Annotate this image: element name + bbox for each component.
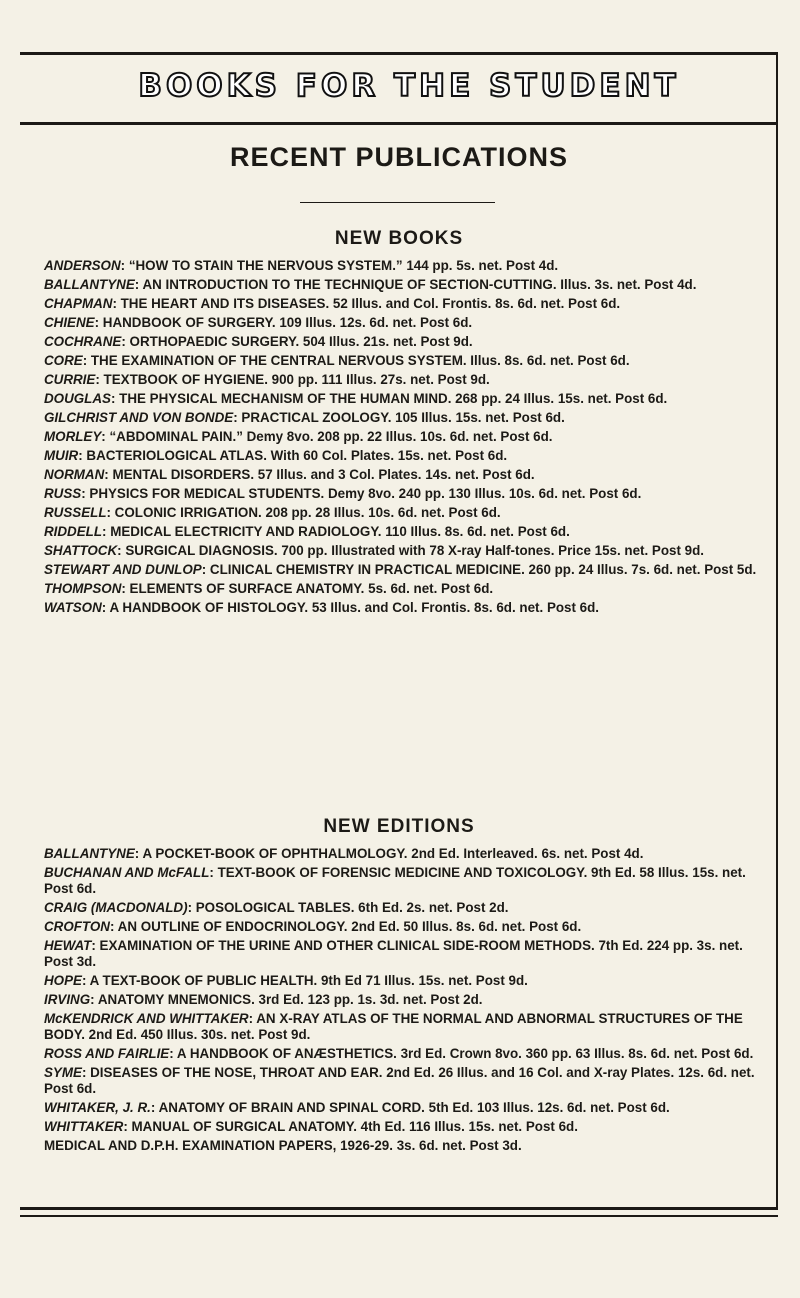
- book-details: : PRACTICAL ZOOLOGY. 105 Illus. 15s. net. Post 6d.: [233, 410, 565, 425]
- book-details: : CLINICAL CHEMISTRY IN PRACTICAL MEDICINE. 260 pp. 24 Illus. 7s. 6d. net. Post 5d.: [201, 562, 757, 577]
- book-entry: [44, 562, 766, 578]
- new-books-list: [44, 258, 766, 619]
- book-details: : TEXTBOOK OF HYGIENE. 900 pp. 111 Illus. 27s. net. Post 9d.: [95, 372, 490, 387]
- book-author: CHAPMAN: [44, 296, 113, 311]
- book-author: DOUGLAS: [44, 391, 111, 406]
- book-entry: [44, 973, 766, 989]
- banner-title: BOOKS FOR THE STUDENT: [138, 68, 680, 104]
- book-details: : THE HEART AND ITS DISEASES. 52 Illus. and Col. Frontis. 8s. 6d. net. Post 6d.: [112, 296, 621, 311]
- book-author: SYME: [44, 1065, 82, 1080]
- book-details: : POSOLOGICAL TABLES. 6th Ed. 2s. net. Post 2d.: [187, 900, 509, 915]
- divider: [300, 202, 495, 203]
- book-entry: [44, 1065, 766, 1097]
- book-details: : SURGICAL DIAGNOSIS. 700 pp. Illustrated with 78 X-ray Half-tones. Price 15s. net. Post 9d.: [117, 543, 705, 558]
- book-details: : AN X-RAY ATLAS OF THE NORMAL AND ABNORMAL STRUCTURES OF THE BODY. 2nd Ed. 450 Illus. 30s. net. Post 9d.: [44, 1011, 743, 1042]
- book-author: MUIR: [44, 448, 79, 463]
- book-author: STEWART AND DUNLOP: [44, 562, 202, 577]
- book-author: RIDDELL: [44, 524, 103, 539]
- new-books-heading: NEW BOOKS: [334, 228, 464, 249]
- book-entry: [44, 543, 766, 559]
- book-entry: [44, 372, 766, 388]
- book-details: : THE EXAMINATION OF THE CENTRAL NERVOUS SYSTEM. Illus. 8s. 6d. net. Post 6d.: [82, 353, 630, 368]
- book-details: : PHYSICS FOR MEDICAL STUDENTS. Demy 8vo. 240 pp. 130 Illus. 10s. 6d. net. Post 6d.: [81, 486, 642, 501]
- book-details: : ELEMENTS OF SURFACE ANATOMY. 5s. 6d. net. Post 6d.: [121, 581, 494, 596]
- book-entry: [44, 448, 766, 464]
- book-details: : AN OUTLINE OF ENDOCRINOLOGY. 2nd Ed. 50 Illus. 8s. 6d. net. Post 6d.: [109, 919, 582, 934]
- new-editions-list: [44, 846, 766, 1157]
- book-entry: [44, 258, 766, 274]
- book-entry: [44, 315, 766, 331]
- book-author: BALLANTYNE: [44, 277, 135, 292]
- book-author: CRAIG (MACDONALD): [44, 900, 188, 915]
- book-entry: [44, 938, 766, 970]
- book-author: THOMPSON: [44, 581, 122, 596]
- book-entry: [44, 919, 766, 935]
- book-entry: [44, 334, 766, 350]
- book-author: MORLEY: [44, 429, 102, 444]
- book-author: COCHRANE: [44, 334, 122, 349]
- book-details: : BACTERIOLOGICAL ATLAS. With 60 Col. Plates. 15s. net. Post 6d.: [78, 448, 508, 463]
- book-details: : HANDBOOK OF SURGERY. 109 Illus. 12s. 6d. net. Post 6d.: [94, 315, 473, 330]
- book-entry: [44, 524, 766, 540]
- book-details: : A TEXT-BOOK OF PUBLIC HEALTH. 9th Ed 71 Illus. 15s. net. Post 9d.: [81, 973, 528, 988]
- book-details: : MEDICAL ELECTRICITY AND RADIOLOGY. 110 Illus. 8s. 6d. net. Post 6d.: [102, 524, 570, 539]
- book-entry: [44, 410, 766, 426]
- book-details: : ANATOMY OF BRAIN AND SPINAL CORD. 5th Ed. 103 Illus. 12s. 6d. net. Post 6d.: [150, 1100, 670, 1115]
- book-details: : “HOW TO STAIN THE NERVOUS SYSTEM.” 144 pp. 5s. net. Post 4d.: [120, 258, 559, 273]
- divider: [20, 122, 778, 125]
- book-entry: [44, 900, 766, 916]
- book-entry: [44, 581, 766, 597]
- book-author: BUCHANAN AND McFALL: [44, 865, 210, 880]
- book-details: : AN INTRODUCTION TO THE TECHNIQUE OF SECTION-CUTTING. Illus. 3s. net. Post 4d.: [134, 277, 697, 292]
- book-details: : TEXT-BOOK OF FORENSIC MEDICINE AND TOXICOLOGY. 9th Ed. 58 Illus. 15s. net. Post 6d.: [44, 865, 746, 896]
- book-entry: [44, 486, 766, 502]
- book-author: SHATTOCK: [44, 543, 118, 558]
- book-author: NORMAN: [44, 467, 105, 482]
- book-details: : ANATOMY MNEMONICS. 3rd Ed. 123 pp. 1s. 3d. net. Post 2d.: [90, 992, 483, 1007]
- book-author: CROFTON: [44, 919, 110, 934]
- book-details: : MENTAL DISORDERS. 57 Illus. and 3 Col. Plates. 14s. net. Post 6d.: [104, 467, 535, 482]
- book-author: WHITAKER, J. R.: [44, 1100, 151, 1115]
- book-entry: [44, 846, 766, 862]
- book-entry: [44, 1011, 766, 1043]
- book-details: : COLONIC IRRIGATION. 208 pp. 28 Illus. 10s. 6d. net. Post 6d.: [106, 505, 501, 520]
- book-author: McKENDRICK AND WHITTAKER: [44, 1011, 249, 1026]
- book-author: CURRIE: [44, 372, 96, 387]
- book-entry: [44, 353, 766, 369]
- page-subtitle: RECENT PUBLICATIONS: [229, 142, 568, 172]
- book-author: HEWAT: [44, 938, 92, 953]
- book-author: ANDERSON: [44, 258, 121, 273]
- book-entry: [44, 505, 766, 521]
- book-details: : THE PHYSICAL MECHANISM OF THE HUMAN MIND. 268 pp. 24 Illus. 15s. net. Post 6d.: [110, 391, 668, 406]
- book-entry: [44, 1100, 766, 1116]
- book-details: : ORTHOPAEDIC SURGERY. 504 Illus. 21s. net. Post 9d.: [121, 334, 473, 349]
- book-entry: [44, 296, 766, 312]
- book-details: : A HANDBOOK OF ANÆSTHETICS. 3rd Ed. Crown 8vo. 360 pp. 63 Illus. 8s. 6d. net. Post 6d.: [169, 1046, 754, 1061]
- book-details: : A POCKET-BOOK OF OPHTHALMOLOGY. 2nd Ed. Interleaved. 6s. net. Post 4d.: [134, 846, 644, 861]
- book-details: : A HANDBOOK OF HISTOLOGY. 53 Illus. and Col. Frontis. 8s. 6d. net. Post 6d.: [101, 600, 600, 615]
- book-author: BALLANTYNE: [44, 846, 135, 861]
- book-author: CORE: [44, 353, 83, 368]
- book-author: ROSS AND FAIRLIE: [44, 1046, 170, 1061]
- book-entry: [44, 992, 766, 1008]
- book-entry: [44, 600, 766, 616]
- book-details: : MANUAL OF SURGICAL ANATOMY. 4th Ed. 116 Illus. 15s. net. Post 6d.: [123, 1119, 578, 1134]
- book-author: WHITTAKER: [44, 1119, 124, 1134]
- book-entry: [44, 1119, 766, 1135]
- book-entry: [44, 429, 766, 445]
- book-details: MEDICAL AND D.P.H. EXAMINATION PAPERS, 1926-29. 3s. 6d. net. Post 3d.: [44, 1138, 522, 1153]
- book-entry: [44, 865, 766, 897]
- book-entry: [44, 391, 766, 407]
- book-details: : “ABDOMINAL PAIN.” Demy 8vo. 208 pp. 22 Illus. 10s. 6d. net. Post 6d.: [101, 429, 553, 444]
- book-details: : DISEASES OF THE NOSE, THROAT AND EAR. 2nd Ed. 26 Illus. and 16 Col. and X-ray Plates. 12s. 6d. net. Post 6d.: [44, 1065, 755, 1096]
- divider: [20, 1215, 778, 1217]
- book-details: : EXAMINATION OF THE URINE AND OTHER CLINICAL SIDE-ROOM METHODS. 7th Ed. 224 pp. 3s. net. Post 3d.: [44, 938, 743, 969]
- book-author: HOPE: [44, 973, 82, 988]
- book-entry: [44, 277, 766, 293]
- book-author: CHIENE: [44, 315, 95, 330]
- book-author: WATSON: [44, 600, 102, 615]
- book-entry: [44, 467, 766, 483]
- new-editions-heading: NEW EDITIONS: [323, 816, 475, 837]
- book-entry: [44, 1046, 766, 1062]
- book-author: RUSS: [44, 486, 82, 501]
- book-author: IRVING: [44, 992, 91, 1007]
- book-entry: [44, 1138, 766, 1154]
- book-author: RUSSELL: [44, 505, 107, 520]
- book-author: GILCHRIST AND VON BONDE: [44, 410, 234, 425]
